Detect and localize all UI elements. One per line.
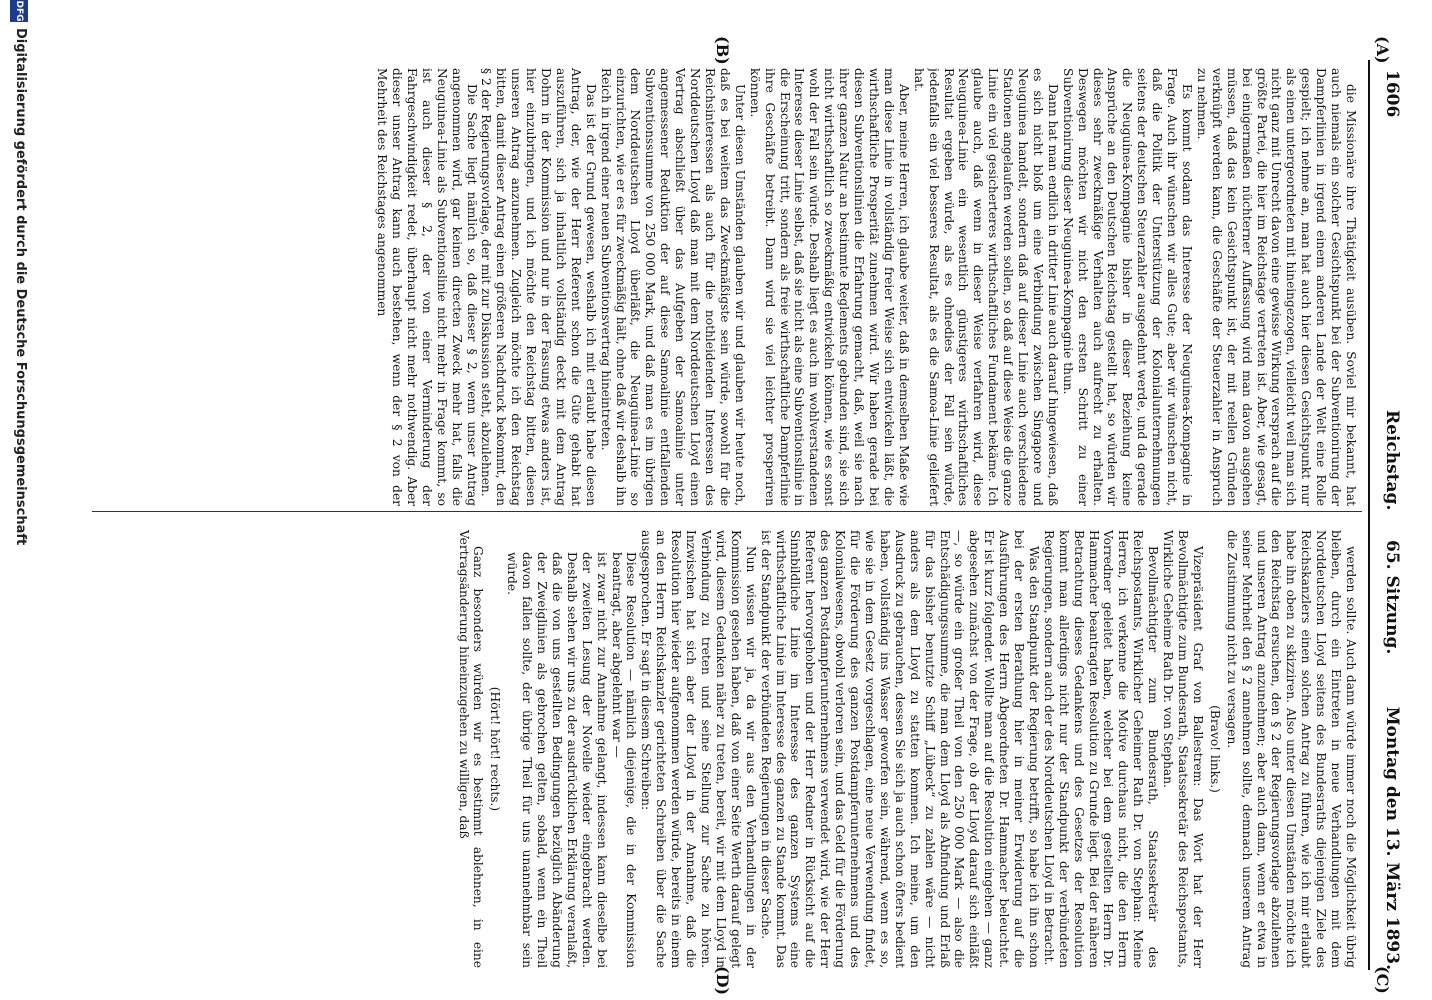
margin-marker-a: (A) bbox=[1373, 36, 1392, 64]
paragraph: Nun wissen wir ja, da wir aus den Verhandlungen in der Kommission gesehen haben, daß von einer Seite Werth darauf gelegt wird, diesem Gedanken näher zu treten, bereit, wir mit dem Lloyd in Verbindung zu treten und seine Stellung zur Sache zu hören. Inzwischen hat sich aber der Lloyd in der Annahme, daß die Resolution hier wieder aufgenommen werden würde, bereits in einem an den Herrn Reichskanzler gerichteten Schreiben über die Sache ausgesprochen. Er sagt in diesem Schreiben: bbox=[639, 530, 758, 968]
footer-text: Digitalisierung gefördert durch die Deutsche Forschungsgemeinschaft bbox=[13, 28, 28, 546]
page-header bbox=[1366, 70, 1402, 970]
paragraph: Unter diesen Umständen glauben wir und glauben wir heute noch, daß es bei weitem das Zweckmäßigste sein würde, sowohl für die Reichsinteressen als auch für die nothleidenden Interessen des Norddeutschen Lloyd daß man mit dem Norddeutschen Lloyd einen Vertrag abschließt über das Aufgeben der Samoalinie unter angemessener Reduktion der auf diese Samoalinie entfallenden Subventionssumme von 250 000 Mark, und daß man es im übrigen dem Norddeutschen Lloyd überläßt, die Neuguinea-Linie so einzurichten, wie er es für zweckmäßig hält, ohne daß wir deshalb ihn Reich in irgend einer neuen Subventionsvertrag hineintreten. bbox=[598, 68, 747, 506]
paragraph: Dann hat man endlich in dritter Linie auch darauf hingewiesen, daß es sich nicht bloß um eine Verbindung zwischen Singapore und Neuguinea handelt, sondern daß auf dieser Linie auch verschiedene Stationen angelaufen werden sollen, so daß auf diese Weise die ganze Linie ein viel gesicherteres wirthschaftliches Fundament bekäme. Ich glaube auch, daß wenn in dieser Weise verfahren wird, diese Neuguinea-Linie ein wesentlich günstigeres wirthschaftliches Resultat ergeben würde, als es ohnedies der Fall sein würde, jedenfalls ein viel besseres Resultat, als es die Samoa-Linie geliefert hat. bbox=[911, 68, 1060, 506]
footer bbox=[6, 0, 30, 1000]
right-column bbox=[88, 530, 1358, 968]
session-label: 65. Sitzung. bbox=[1382, 540, 1402, 655]
paragraph: Bevollmächtigter zum Bundesrath, Staatssekretär des Reichspostamts, Wirklicher Geheimer Rath Dr. von Stephan: Meine Herren, ich verkenne die Motive durchaus nicht, die den Herrn Vorredner geleitet haben, welcher bei dem gestellten Herrn Dr. Hammacher beantragten Resolution zu Grunde liegt. Bei der näheren Betrachtung dieses Gedankens und des Gesetzes der Resolution kommt man allerdings nicht nur der Standpunkt der verbündeten Regierungen, sondern auch der des Norddeutschen Lloyd in Betracht. bbox=[1041, 530, 1161, 968]
margin-marker-d: (D) bbox=[713, 966, 732, 996]
interjection: (Hört! hört! rechts.) bbox=[488, 686, 503, 812]
quoted-paragraph: Diese Resolution — nämlich diejenige, die in der Kommission beantragt, aber abgelehnt war — bbox=[609, 552, 639, 968]
column-divider bbox=[92, 511, 1362, 512]
margin-marker-b: (B) bbox=[713, 36, 732, 65]
page-title: Reichstag. bbox=[1382, 410, 1402, 511]
paragraph: Das ist der Grund gewesen, weshalb ich mit erlaubt habe diesen Antrag, der, wie der Herr Referent schon die Güte gehabt hat auszuführen, sich ja inhaltlich vollständig deckt mit dem Antrag Dohrn in der Kommission und nur in der Fassung etwas anders ist, hier einzubringen, und ich möchte den Reichstag bitten, diesen unseren Antrag anzunehmen. Zugleich möchte ich den Reichstag bitten, damit dieser Antrag einen größeren Nachdruck bekommt, den § 2 der Regierungsvorlage, der mit zur Diskussion steht, abzulehnen. bbox=[479, 68, 598, 506]
margin-marker-c: (C) bbox=[1373, 966, 1392, 994]
paragraph: Vizepräsident Graf von Ballestrem: Das Wort hat der Herr Bevollmächtigte zum Bundesrath, Staatssekretär des Reichspostamts, Wirkliche Geheime Rath Dr. von Stephan. bbox=[1161, 530, 1205, 968]
paragraph: die Missionäre ihre Thätigkeit ausüben. Soviel mir bekannt, hat auch niemals ein solcher Gesichtspunkt bei der Subventionirung der Dampferlinien in irgend einem anderen Lande der Welt eine Rolle gespielt; ich nehme an, man hat auch hier diesen Gesichtspunkt nur als einen untergeordneten mit hineingezogen, vielleicht weil man sich nicht ganz mit Unrecht davon eine gewisse Wirkung versprach auf die größte Partei, die hier im Reichstage vertreten ist. Aber, wie gesagt, bei einigermaßen nüchterner Auffassung wird man davon ausgehen müssen, daß das kein Gesichtspunkt ist, der mit reellen Gründen verknüpft werden kann, die Geschäfte der Steuerzahler in Anspruch zu nehmen. bbox=[1194, 68, 1358, 506]
dfg-logo: DFG bbox=[10, 0, 28, 22]
session-date: Montag den 13. März 1893. bbox=[1382, 706, 1402, 970]
page-number: 1606 bbox=[1382, 70, 1402, 118]
quoted-paragraph: ist zwar nicht zur Annahme gelangt, indessen kann dieselbe bei der zweiten Lesung der Novelle wieder eingebracht werden. Deshalb sehen wir uns zu der ausdrücklichen Erklärung veranlaßt, daß die von uns gestellten Bedingungen bezüglich Abänderung der Zweiglinien als gebrochen gelten, sobald, wenn ein Theil davon fallen sollte, der übrige Theil für uns unannehmbar sein würde. bbox=[505, 552, 609, 968]
paragraph: Die Sache liegt nämlich so, daß dieser § 2, wenn unser Antrag angenommen wird, gar keinen directen Zweck mehr hat, falls die Neuguinea-Linie als Subventionslinie nicht mehr in Frage kommt, so ist auch dieser § 2, der von einer Verminderung der Fahrgeschwindigkeit redet, überhaupt nicht mehr nothwendig. Aber dieser unser Antrag kann auch bestehen, wenn der § 2 von der Mehrheit des Reichstages angenommen bbox=[375, 68, 479, 506]
interjection: (Bravo! links.) bbox=[1207, 705, 1222, 793]
paragraph: Aber, meine Herren, ich glaube weiter, daß in demselben Maße wie man diese Linie in vollständig freier Weise sich entwickeln läßt, die wirthschaftliche Prosperität zunehmen wird. Wir haben gerade bei diesen Subventionslinien die Erfahrung gemacht, daß, weil sie nach ihrer ganzen Natur an bestimmte Reglements gebunden sind, sie sich nicht wirthschaftlich so zweckmäßig entwickeln können, wie es sonst wohl der Fall sein würde. Deshalb liegt es auch im wohlverstandenen Interesse dieser Linie selbst, daß sie nicht als eine Subventionslinie in die Erscheinung tritt, sondern als freie wirthschaftliche Dampferlinie ihre Geschäfte betreibt. Dann wird sie viel leichter prosperiren können. bbox=[747, 68, 911, 506]
left-column bbox=[88, 68, 1358, 506]
paragraph: Es kommt sodann das Interesse der Neuguinea-Kompagnie in Frage. Auch ihr wünschen wir alles Gute; aber wir wünschen nicht, daß die Politik der Unterstützung der Kolonialunternehmungen seitens der deutschen Steuerzahler ausgedehnt werde, und da gerade die Neuguinea-Kompagnie bisher in dieser Beziehung keine Ansprüche an den Deutschen Reichstag gestellt hat, so würden wir dieses sehr zweckmäßige Verhalten auch aufrecht zu erhalten. Deswegen möchten wir nicht den ersten Schritt zu einer Subventionirung dieser Neuguinea-Kompagnie thun. bbox=[1060, 68, 1195, 506]
paragraph: Was den Standpunkt der Regierung betrifft, so habe ich ihn schon bei der ersten Berathung hier in meiner Erwiderung auf die Ausführungen des Herrn Abgeordneten Dr. Hammacher beleuchtet. Er ist kurz folgender. Wollte man auf die Resolution eingehen — ganz abgesehen zunächst von der Frage, ob der Lloyd darauf sich einläßt —, so würde ein großer Theil von den 250 000 Mark — also die Entschädigungssumme, die man dem Lloyd als Abfindung und Erlaß für das bisher benutzte Schiff „Lübeck“ zu zahlen wäre — nicht anders als dem Lloyd zu statten kommen. Ich meine, um den Ausdruck zu gebrauchen, dessen Sie sich ja auch schon öfters bedient haben, vollständig ins Wasser geworfen sein, während, wenn es so, wie sie in dem Gesetz vorgeschlagen, eine neue Verwendung findet, für die Förderung des ganzen Postdampferunternehmens und des Kolonialwesens, obwohl verloren sein, und das Geld für die Förderung des ganzen Postdampferunternehmens verwendet wird, wie der Herr Referent hervorgehoben und der Herr Redner in Rücksicht auf die Sinnbildliche Linie im Interesse des ganzen Systems eine wirthschaftliche Linie im Interesse des ganzen zu Stande kommt. Das ist der Standpunkt der verbündeten Regierungen in dieser Sache. bbox=[758, 530, 1041, 968]
paragraph: werden sollte. Auch dann würde immer noch die Möglichkeit übrig bleiben, durch ein Eintreten in neue Verhandlungen mit dem Norddeutschen Lloyd seitens des Bundesraths diejenigen Ziele des Reichskanzlers einen solchen Antrag zu führen, wie ich mir erlaubt habe ihn oben zu skizziren. Also unter diesen Umständen möchte ich den Reichstag ersuchen, den § 2 der Regierungsvorlage abzulehnen und unseren Antrag anzunehmen; aber auch dann, wenn er etwa in seiner Mehrheit den § 2 annehmen sollte, demnach unserem Antrag die Zustimmung nicht zu versagen. bbox=[1224, 530, 1358, 968]
header-rule bbox=[1368, 60, 1370, 970]
paragraph: Ganz besonders würden wir es bestimmt ablehnen, in eine Vertragsänderung hineinzugehen zu willigen, daß bbox=[456, 530, 486, 968]
